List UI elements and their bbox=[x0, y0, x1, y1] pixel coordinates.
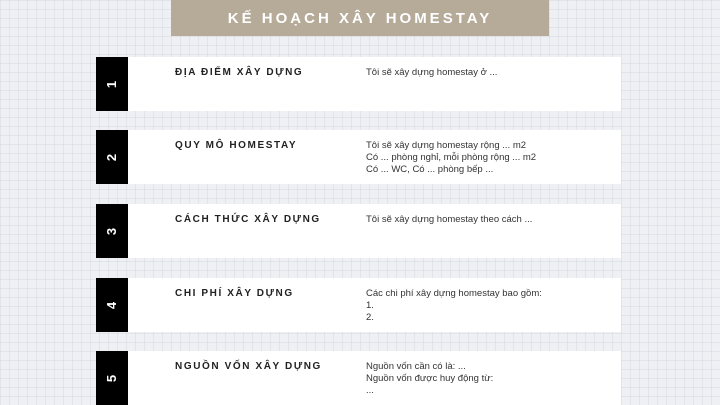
row-number-box bbox=[96, 130, 128, 184]
row-number-box bbox=[96, 57, 128, 111]
description-line: Nguồn vốn cần có là: ... bbox=[366, 361, 466, 372]
row-card bbox=[96, 204, 621, 258]
row-label: NGUỒN VỐN XÂY DỰNG bbox=[175, 361, 322, 372]
row-label: ĐỊA ĐIỂM XÂY DỰNG bbox=[175, 67, 304, 78]
row-description bbox=[366, 361, 493, 397]
title-banner bbox=[171, 0, 549, 36]
row-description bbox=[366, 214, 532, 226]
row-description bbox=[366, 67, 497, 79]
description-line: Tôi sẽ xây dựng homestay rộng ... m2 bbox=[366, 140, 527, 151]
row-card bbox=[96, 278, 621, 332]
row-number-box bbox=[96, 351, 128, 405]
row-number: 2 bbox=[104, 153, 120, 161]
plan-row-5 bbox=[96, 351, 621, 405]
row-card bbox=[96, 130, 621, 184]
row-label: CHI PHÍ XÂY DỰNG bbox=[175, 288, 294, 299]
row-number: 4 bbox=[104, 301, 120, 309]
description-line: 2. bbox=[366, 312, 374, 323]
description-line: Có ... phòng nghỉ, mỗi phòng rộng ... m2 bbox=[366, 152, 537, 163]
description-line: 1. bbox=[366, 300, 374, 311]
row-label: QUY MÔ HOMESTAY bbox=[175, 140, 298, 151]
row-card bbox=[96, 351, 621, 405]
row-number: 1 bbox=[104, 80, 120, 88]
row-number-box bbox=[96, 278, 128, 332]
description-line: Nguồn vốn được huy động từ: bbox=[366, 373, 494, 384]
description-line: Các chi phí xây dựng homestay bao gồm: bbox=[366, 288, 542, 299]
description-line: ... bbox=[366, 385, 374, 396]
row-description bbox=[366, 288, 542, 324]
plan-row-2 bbox=[96, 130, 621, 184]
row-number: 5 bbox=[104, 374, 120, 382]
row-number-box bbox=[96, 204, 128, 258]
description-line: Có ... WC, Có ... phòng bếp ... bbox=[366, 164, 494, 175]
plan-row-1 bbox=[96, 57, 621, 111]
description-line: Tôi sẽ xây dựng homestay ở ... bbox=[366, 67, 498, 78]
row-label: CÁCH THỨC XÂY DỰNG bbox=[175, 214, 321, 225]
plan-row-3 bbox=[96, 204, 621, 258]
plan-row-4 bbox=[96, 278, 621, 332]
page-title: KẾ HOẠCH XÂY HOMESTAY bbox=[227, 9, 493, 27]
row-description bbox=[366, 140, 536, 176]
row-card bbox=[96, 57, 621, 111]
row-number: 3 bbox=[104, 227, 120, 235]
description-line: Tôi sẽ xây dựng homestay theo cách ... bbox=[366, 214, 533, 225]
